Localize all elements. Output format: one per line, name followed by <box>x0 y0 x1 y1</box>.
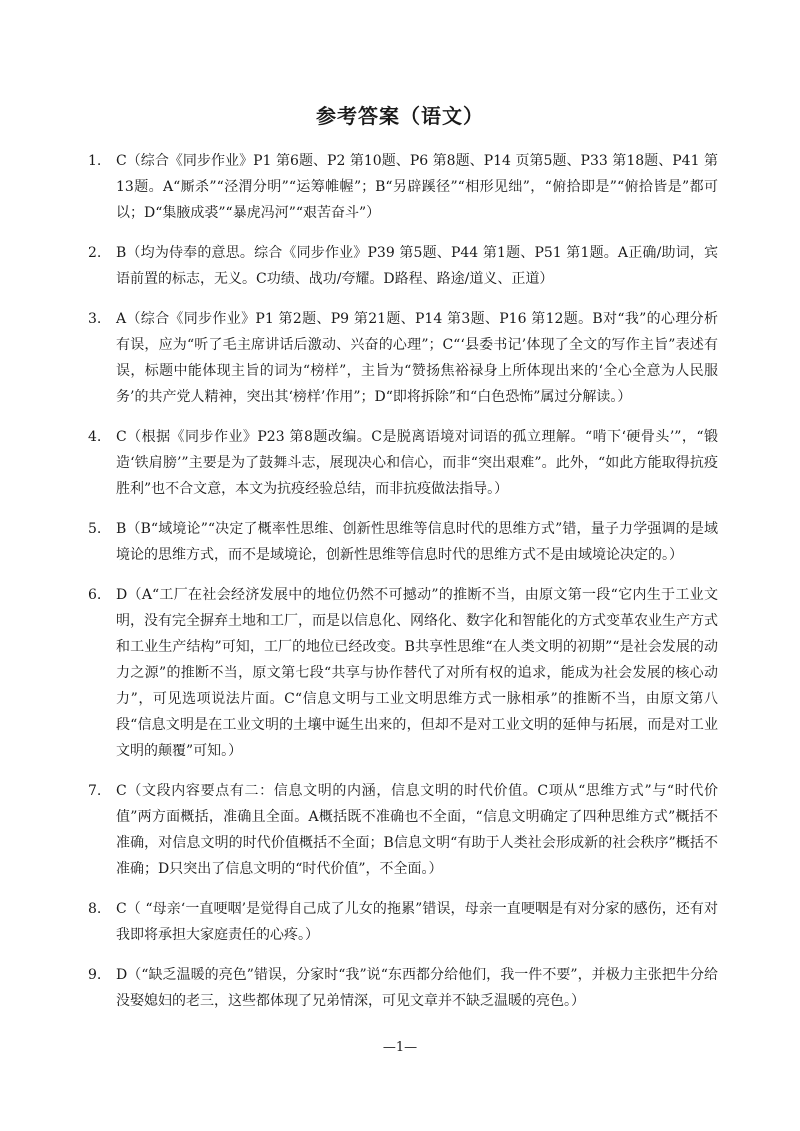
answer-text: C（综合《同步作业》P1 第6题、P2 第10题、P6 第8题、P14 页第5题、P33 第18题、P41 第13题。A“厮杀”“泾渭分明”“运筹帷幄”；B“另辟蹊径”“相形见绌”，“俯拾即是”“俯拾皆是”都可以；D“集腋成裘”“暴虎冯河”“艰苦奋斗”） <box>116 153 718 221</box>
answer-item <box>88 240 718 292</box>
answer-list <box>88 148 718 1028</box>
answer-text: D（A“工厂在社会经济发展中的地位仍然不可撼动”的推断不当，由原文第一段“它内生于工业文明，没有完全摒弃土地和工厂，而是以信息化、网络化、数字化和智能化的方式变革农业生产方式和工业生产结构”可知，工厂的地位已经改变。B共享性思维“在人类文明的初期”“是社会发展的动力之源”的推断不当，原文第七段“共享与协作替代了对所有权的追求，能成为社会发展的核心动力”，可见选项说法片面。C“信息文明与工业文明思维方式一脉相承”的推断不当，由原文第八段“信息文明是在工业文明的土壤中诞生出来的，但却不是对工业文明的延伸与拓展，而是对工业文明的颠覆”可知。） <box>116 587 718 759</box>
answer-item <box>88 424 718 502</box>
answer-item <box>88 582 718 764</box>
answer-item <box>88 306 718 410</box>
answer-number: 2. <box>88 245 102 261</box>
page-number: —1— <box>382 1040 418 1055</box>
answer-number: 4. <box>88 429 102 445</box>
answer-number: 3. <box>88 311 102 327</box>
answer-number: 1. <box>88 153 102 169</box>
answer-item <box>88 516 718 568</box>
answer-item <box>88 778 718 882</box>
answer-number: 8. <box>88 901 102 917</box>
answer-text: A（综合《同步作业》P1 第2题、P9 第21题、P14 第3题、P16 第12题。B对“我”的心理分析有误，应为“听了毛主席讲话后激动、兴奋的心理”；C“‘县委书记’体现了全文的写作主旨”表述有误，标题中能体现主旨的词为“榜样”，主旨为“赞扬焦裕禄身上所体现出来的‘全心全意为人民服务’的共产党人精神，突出其‘榜样’作用”；D“即将拆除”和“白色恐怖”属过分解读。） <box>116 311 718 405</box>
answer-text: C（文段内容要点有二：信息文明的内涵，信息文明的时代价值。C项从“思维方式”与“时代价值”两方面概括，准确且全面。A概括既不准确也不全面，“信息文明确定了四种思维方式”概括不准确，对信息文明的时代价值概括不全面；B信息文明“有助于人类社会形成新的社会秩序”概括不准确；D只突出了信息文明的“时代价值”，不全面。） <box>116 783 718 877</box>
answer-number: 7. <box>88 783 102 799</box>
answer-text: C（ “母亲‘一直哽咽’是觉得自己成了儿女的拖累”错误，母亲一直哽咽是有对分家的感伤，还有对我即将承担大家庭责任的心疼。） <box>116 901 718 943</box>
answer-item <box>88 896 718 948</box>
answer-item <box>88 962 718 1014</box>
answer-text: B（均为侍奉的意思。综合《同步作业》P39 第5题、P44 第1题、P51 第1题。A正确/助词，宾语前置的标志，无义。C功绩、战功/夸耀。D路程、路途/道义、正道） <box>116 245 718 287</box>
answer-text: B（B“域境论”“决定了概率性思维、创新性思维等信息时代的思维方式”错，量子力学强调的是域境论的思维方式，而不是域境论，创新性思维等信息时代的思维方式不是由域境论决定的。） <box>116 521 718 563</box>
page-title: 参考答案（语文） <box>316 104 484 128</box>
answer-number: 5. <box>88 521 102 537</box>
answer-number: 9. <box>88 967 102 983</box>
answer-text: D（“缺乏温暖的亮色”错误，分家时“我”说“东西都分给他们，我一件不要”，并极力主张把牛分给没娶媳妇的老三，这些都体现了兄弟情深，可见文章并不缺乏温暖的亮色。） <box>116 967 718 1009</box>
answer-number: 6. <box>88 587 102 603</box>
answer-item <box>88 148 718 226</box>
answer-text: C（根据《同步作业》P23 第8题改编。C是脱离语境对词语的孤立理解。“啃下‘硬骨头’”，“锻造‘铁肩膀’”主要是为了鼓舞斗志，展现决心和信心，而非“突出艰难”。此外，“如此方能取得抗疫胜利”也不合文意，本文为抗疫经验总结，而非抗疫做法指导。） <box>116 429 718 497</box>
